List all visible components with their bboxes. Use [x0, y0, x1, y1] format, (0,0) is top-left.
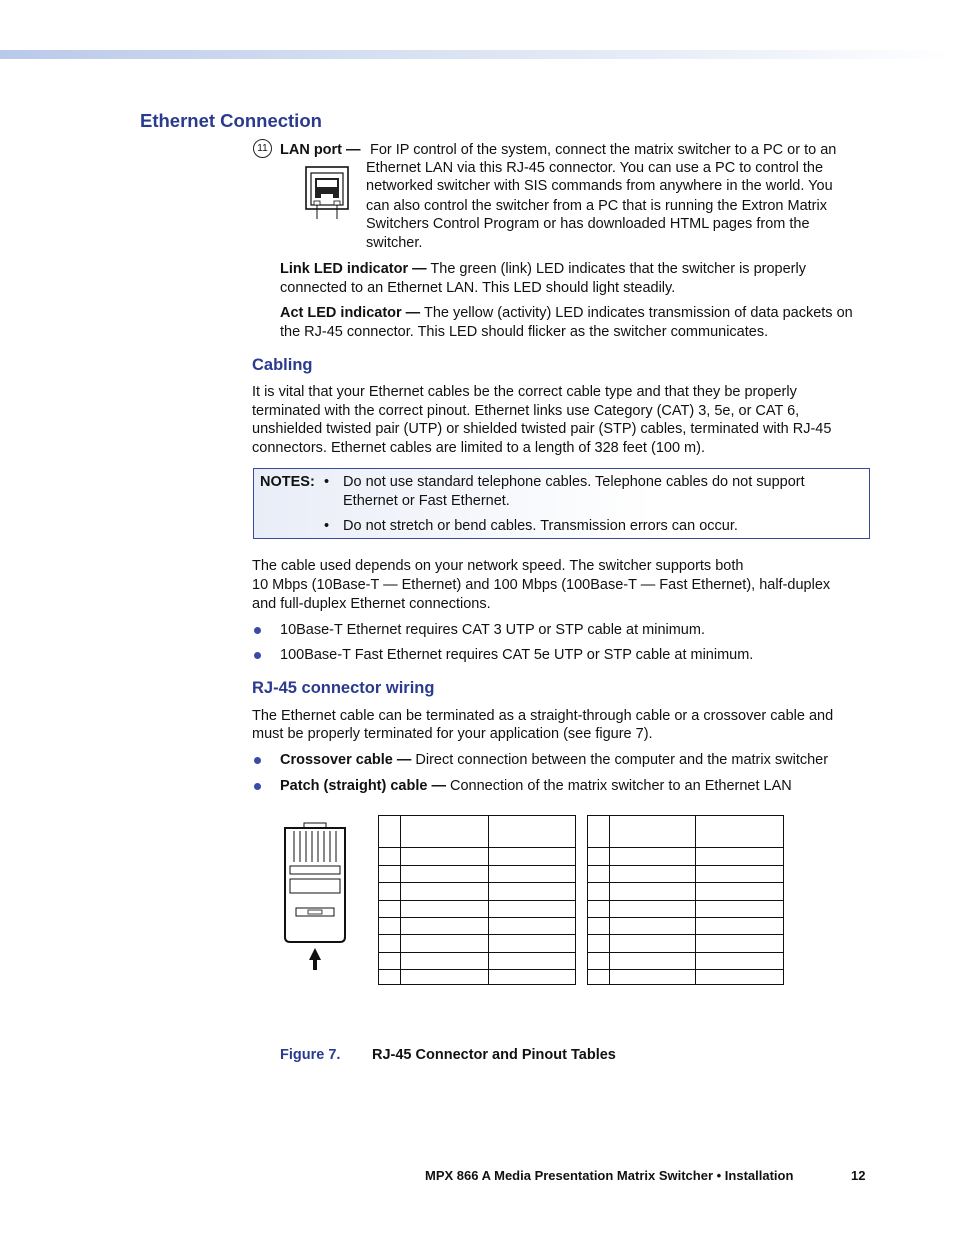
link-led-label: Link LED indicator — [280, 261, 427, 277]
speed-line-1: The cable used depends on your network speed. The switcher supports both [252, 558, 744, 574]
table-row-line [588, 969, 783, 970]
speed-line-2: 10 Mbps (10Base-T — Ethernet) and 100 Mbps (100Base-T — Fast Ethernet), half-duplex [252, 577, 831, 593]
crossover-label: Crossover cable — [280, 752, 412, 768]
page-number: 12 [851, 1168, 866, 1183]
act-led-line-2: the RJ-45 connector. This LED should flicker as the switcher communicates. [280, 324, 769, 340]
lan-port-icon [305, 166, 349, 220]
callout-number: 11 [253, 139, 272, 158]
bullet-dot [254, 627, 261, 634]
patch-item [280, 777, 792, 796]
cabling-line-3: unshielded twisted pair (UTP) or shielded twisted pair (STP) cables, terminated with RJ-45 [252, 421, 832, 437]
crossover-text: Direct connection between the computer and the matrix switcher [415, 752, 829, 768]
notes-label: NOTES: [260, 474, 315, 490]
notes-item-2: Do not stretch or bend cables. Transmission errors can occur. [343, 518, 738, 534]
table-row-line [379, 917, 575, 918]
table-row-line [588, 900, 783, 901]
link-led-line-1: The green (link) LED indicates that the switcher is properly [430, 261, 806, 277]
lan-line-2: Ethernet LAN via this RJ-45 connector. You can use a PC to control the [366, 160, 824, 176]
patch-text: Connection of the matrix switcher to an Ethernet LAN [450, 778, 792, 794]
wiring-line-2: must be properly terminated for your application (see figure 7). [252, 726, 653, 742]
lan-line-6: switcher. [366, 235, 423, 251]
act-led-line-1: The yellow (activity) LED indicates transmission of data packets on [423, 305, 853, 321]
table-row-line [588, 934, 783, 935]
crossover-item [280, 751, 828, 770]
act-led-label: Act LED indicator — [280, 305, 421, 321]
table-row-line [588, 847, 783, 848]
table-row-line [588, 865, 783, 866]
bullet-dot [254, 783, 261, 790]
table-column-line [695, 816, 696, 984]
table-row-line [379, 952, 575, 953]
notes-bullet-2: • [324, 518, 330, 534]
speed-line-3: and full-duplex Ethernet connections. [252, 596, 491, 612]
lan-line-3: networked switcher with SIS commands from anywhere in the world. You [366, 178, 833, 194]
table-row-line [379, 865, 575, 866]
wiring-line-1: The Ethernet cable can be terminated as a straight-through cable or a crossover cable and [252, 708, 834, 724]
cabling-line-4: connectors. Ethernet cables are limited to a length of 328 feet (100 m). [252, 440, 705, 456]
lan-line-1: For IP control of the system, connect the matrix switcher to a PC or to an [370, 142, 837, 158]
table-row-line [588, 917, 783, 918]
notes-bullet-1: • [324, 474, 330, 490]
bullet-dot [254, 652, 261, 659]
table-row-line [379, 934, 575, 935]
table-column-line [400, 816, 401, 984]
notes-item-1-line-2: Ethernet or Fast Ethernet. [343, 493, 510, 509]
table-column-line [488, 816, 489, 984]
lan-line-4: can also control the switcher from a PC that is running the Extron Matrix [366, 198, 827, 214]
speed-bullet-2: 100Base-T Fast Ethernet requires CAT 5e UTP or STP cable at minimum. [280, 647, 754, 663]
footer-title: MPX 866 A Media Presentation Matrix Switcher • Installation [425, 1168, 794, 1183]
speed-bullet-1: 10Base-T Ethernet requires CAT 3 UTP or STP cable at minimum. [280, 622, 705, 638]
patch-label: Patch (straight) cable — [280, 778, 446, 794]
section-heading: Ethernet Connection [140, 110, 322, 131]
lan-port-label: LAN port — [280, 142, 361, 158]
notes-item-1-line-1: Do not use standard telephone cables. Telephone cables do not support [343, 474, 805, 490]
link-led-line-2: connected to an Ethernet LAN. This LED should light steadily. [280, 280, 676, 296]
table-row-line [588, 882, 783, 883]
table-row-line [379, 900, 575, 901]
cabling-heading: Cabling [252, 356, 313, 374]
figure-label: Figure 7. [280, 1047, 341, 1063]
cabling-line-1: It is vital that your Ethernet cables be the correct cable type and that they be properly [252, 384, 797, 400]
table-row-line [379, 882, 575, 883]
act-led-paragraph [280, 304, 853, 323]
bullet-dot [254, 757, 261, 764]
figure-caption: RJ-45 Connector and Pinout Tables [372, 1047, 616, 1063]
lan-line-5: Switchers Control Program or has downloaded HTML pages from the [366, 216, 810, 232]
link-led-paragraph [280, 260, 806, 279]
table-row-line [379, 969, 575, 970]
table-column-line [609, 816, 610, 984]
table-row-line [379, 847, 575, 848]
rj45-plug-illustration [282, 822, 348, 972]
header-band [0, 50, 954, 59]
wiring-heading: RJ-45 connector wiring [252, 679, 435, 697]
table-row-line [588, 952, 783, 953]
pinout-table-right [587, 815, 784, 985]
pinout-table-left [378, 815, 576, 985]
cabling-line-2: terminated with the correct pinout. Ethernet links use Category (CAT) 3, 5e, or CAT 6, [252, 403, 800, 419]
